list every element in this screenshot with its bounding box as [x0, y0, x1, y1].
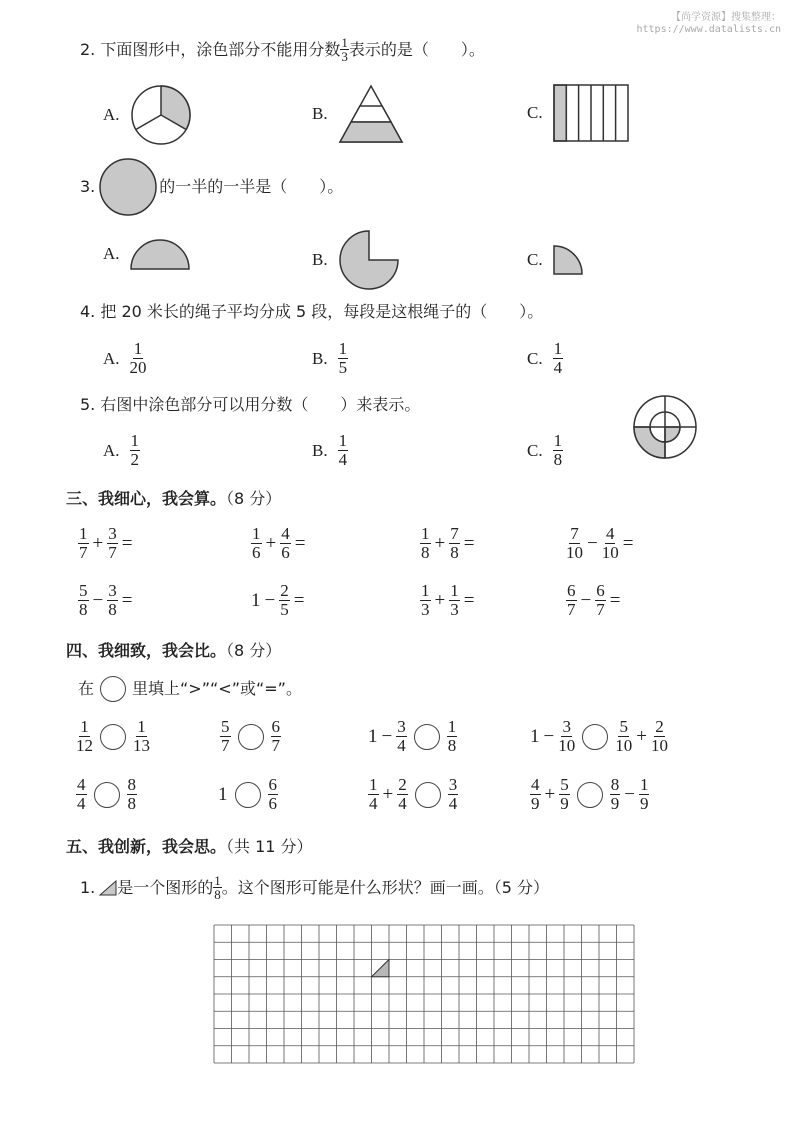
frac-den: 10 [650, 736, 668, 755]
sec5-q1-post: 。这个图形可能是什么形状？画一画。（5 分） [221, 877, 550, 897]
q3-number: 3. [80, 177, 96, 196]
section5-title: 五、我创新，我会思。 [66, 837, 227, 856]
frac-den: 8 [421, 543, 430, 562]
frac-den: 7 [79, 543, 88, 562]
frac-den: 4 [398, 794, 407, 813]
q5-option-a[interactable] [103, 432, 140, 469]
frac-den: 8 [108, 600, 117, 619]
frac-num: 1 [421, 581, 430, 600]
calc-item[interactable] [78, 582, 133, 619]
frac-num: 4 [77, 775, 86, 794]
fraction [449, 525, 460, 562]
compare-circle[interactable] [415, 782, 441, 808]
frac-den: 10 [601, 543, 619, 562]
fraction [78, 525, 89, 562]
fraction [280, 525, 291, 562]
q2-option-b-label: B. [312, 104, 328, 123]
frac-den: 8 [553, 450, 563, 469]
q3-option-c[interactable] [527, 245, 585, 275]
q2-frac-num: 1 [341, 35, 348, 50]
fraction [610, 776, 621, 813]
calc-item[interactable] [566, 525, 634, 562]
fraction [639, 776, 650, 813]
compare-item [530, 718, 668, 755]
fraction [78, 582, 89, 619]
frac-num: 7 [570, 524, 579, 543]
q2-option-a-label: A. [103, 105, 120, 124]
section4-score: （8 分） [226, 641, 282, 660]
fraction [107, 582, 118, 619]
fraction [602, 525, 619, 562]
whole-number: 1 [368, 725, 378, 747]
frac-den: 9 [610, 794, 620, 813]
frac-den: 5 [338, 358, 348, 377]
fraction [530, 776, 541, 813]
equals-sign: = [121, 532, 133, 554]
frac-den: 8 [79, 600, 88, 619]
calc-item[interactable] [420, 582, 475, 619]
compare-item [530, 776, 649, 813]
q3-text: 的一半的一半是（ ）。 [159, 177, 344, 196]
frac-num: 1 [80, 717, 89, 736]
frac-den: 7 [596, 600, 605, 619]
q5-option-b-fraction [338, 432, 349, 469]
fraction [447, 718, 458, 755]
frac-num: 3 [397, 717, 406, 736]
semicircle-figure [130, 238, 190, 270]
sec5-q1-mid: 是一个图形的 [117, 877, 214, 897]
q4-option-b-label: B. [312, 348, 328, 368]
operator: − [624, 783, 635, 805]
instruction-pre: 在 [78, 679, 95, 698]
fraction [566, 582, 577, 619]
section4-heading [66, 638, 281, 661]
compare-circle[interactable] [100, 724, 126, 750]
fraction [251, 525, 262, 562]
q4-option-a-fraction [130, 340, 147, 377]
section3-heading [66, 486, 281, 509]
q3-option-b-label: B. [312, 250, 328, 269]
q5-option-c-fraction [553, 432, 564, 469]
frac-num: 6 [567, 581, 576, 600]
frac-num: 1 [214, 873, 221, 888]
frac-den: 7 [271, 736, 280, 755]
frac-num: 1 [553, 431, 563, 450]
frac-den: 12 [76, 736, 93, 755]
operator: + [265, 532, 277, 554]
frac-num: 3 [448, 775, 458, 794]
fraction [420, 525, 431, 562]
operator: − [92, 589, 104, 611]
q5-option-a-fraction [130, 432, 141, 469]
fraction [107, 525, 118, 562]
frac-num: 1 [421, 524, 430, 543]
frac-den: 8 [127, 794, 136, 813]
frac-num: 6 [596, 581, 605, 600]
calc-item[interactable] [78, 525, 133, 562]
equals-sign: = [294, 532, 306, 554]
q5-option-b-label: B. [312, 440, 328, 460]
fraction [76, 776, 87, 813]
frac-den: 7 [567, 600, 576, 619]
sec5-q1-stem [80, 874, 549, 901]
watermark-line1: 【尚学资源】搜集整理： [671, 12, 781, 23]
fraction [397, 776, 408, 813]
frac-den: 4 [553, 358, 563, 377]
frac-den: 3 [450, 600, 459, 619]
small-triangle-icon [99, 880, 117, 896]
fraction [368, 776, 379, 813]
frac-num: 1 [130, 431, 140, 450]
frac-num: 2 [655, 717, 664, 736]
fraction [449, 582, 460, 619]
frac-num: 4 [281, 524, 290, 543]
fraction [268, 776, 279, 813]
operator: + [434, 532, 446, 554]
whole-number: 1 [530, 725, 540, 747]
q4-stem: 4. 把 20 米长的绳子平均分成 5 段，每段是这根绳子的（ ）。 [80, 302, 544, 321]
sec5-q1-fraction [213, 874, 222, 901]
calc-item[interactable] [420, 525, 475, 562]
fraction [615, 718, 632, 755]
fraction [559, 776, 570, 813]
fraction [396, 718, 407, 755]
q5-option-c-label: C. [527, 440, 543, 460]
q4-option-b[interactable] [312, 340, 348, 377]
operator: + [382, 783, 394, 805]
frac-den: 4 [77, 794, 86, 813]
frac-num: 8 [610, 775, 620, 794]
frac-num: 3 [108, 524, 117, 543]
frac-den: 20 [129, 358, 147, 377]
frac-num: 1 [338, 431, 348, 450]
frac-den: 8 [214, 887, 221, 902]
frac-num: 1 [447, 717, 457, 736]
section3-title: 三、我细心，我会算。 [66, 489, 227, 508]
frac-num: 4 [531, 775, 540, 794]
compare-item [218, 776, 278, 813]
frac-num: 5 [79, 581, 88, 600]
frac-num: 1 [639, 775, 649, 794]
watermark-line2: https://www.datalists.cn [636, 24, 781, 35]
circle-blank-icon [100, 676, 126, 702]
frac-den: 5 [280, 600, 289, 619]
frac-den: 8 [447, 736, 457, 755]
q3-option-a[interactable] [103, 238, 190, 270]
frac-den: 4 [397, 736, 406, 755]
frac-den: 8 [450, 543, 459, 562]
section5-heading [66, 834, 313, 857]
frac-num: 6 [271, 717, 280, 736]
operator: + [92, 532, 104, 554]
frac-num: 1 [369, 775, 378, 794]
equals-sign: = [463, 532, 475, 554]
frac-den: 4 [369, 794, 378, 813]
compare-item [76, 776, 137, 813]
calc-item[interactable] [566, 582, 621, 619]
fraction [651, 718, 668, 755]
compare-circle[interactable] [582, 724, 608, 750]
q5-option-b[interactable] [312, 432, 348, 469]
frac-den: 13 [133, 736, 150, 755]
operator: − [587, 532, 598, 554]
frac-num: 1 [79, 524, 88, 543]
frac-den: 3 [421, 600, 430, 619]
operator: + [544, 783, 556, 805]
q2-text-pre: 2. 下面图形中，涂色部分不能用分数 [80, 39, 341, 59]
q4-option-a[interactable] [103, 340, 147, 377]
q2-frac-den: 3 [341, 49, 348, 64]
compare-item [368, 776, 458, 813]
compare-circle[interactable] [238, 724, 264, 750]
frac-num: 2 [280, 581, 289, 600]
compare-circle[interactable] [94, 782, 120, 808]
drawing-grid[interactable] [213, 924, 635, 1064]
frac-den: 6 [252, 543, 261, 562]
frac-den: 2 [130, 450, 140, 469]
fraction [595, 582, 606, 619]
watermark [637, 12, 782, 36]
q3-option-b[interactable] [312, 229, 400, 291]
q4-option-a-label: A. [103, 348, 120, 368]
q2-option-b[interactable] [312, 84, 404, 144]
equals-sign: = [609, 589, 621, 611]
frac-den: 4 [338, 450, 348, 469]
frac-num: 1 [252, 524, 261, 543]
fraction [566, 525, 583, 562]
operator: − [264, 589, 276, 611]
whole-number: 1 [251, 589, 261, 611]
section3-score: （8 分） [226, 489, 282, 508]
compare-item [368, 718, 457, 755]
frac-den: 6 [268, 794, 277, 813]
frac-num: 1 [137, 717, 146, 736]
q5-option-a-label: A. [103, 440, 120, 460]
q5-stem: 5. 右图中涂色部分可以用分数（ ）来表示。 [80, 395, 421, 414]
q2-fraction [340, 36, 349, 63]
q3-option-c-label: C. [527, 250, 543, 269]
q4-option-c-fraction [553, 340, 564, 377]
quarter-circle-figure [553, 245, 585, 275]
operator: − [381, 725, 393, 747]
frac-den: 6 [281, 543, 290, 562]
frac-num: 5 [221, 717, 230, 736]
frac-den: 9 [531, 794, 540, 813]
q4-option-c-label: C. [527, 348, 543, 368]
compare-item [220, 718, 281, 755]
q3-stem [80, 158, 343, 216]
fraction [420, 582, 431, 619]
q4-option-b-fraction [338, 340, 349, 377]
calc-item[interactable] [251, 582, 305, 619]
frac-den: 7 [108, 543, 117, 562]
equals-sign: = [463, 589, 475, 611]
frac-num: 2 [398, 775, 407, 794]
operator: − [580, 589, 592, 611]
compare-circle[interactable] [414, 724, 440, 750]
frac-num: 1 [450, 581, 459, 600]
frac-num: 1 [338, 339, 348, 358]
equals-sign: = [622, 532, 634, 554]
frac-den: 9 [639, 794, 649, 813]
q3-option-a-label: A. [103, 244, 120, 263]
fraction [76, 718, 93, 755]
fraction [133, 718, 150, 755]
frac-num: 3 [562, 717, 571, 736]
q2-option-a[interactable] [103, 84, 192, 146]
grid-triangle [372, 960, 390, 977]
triangle-layers-figure [338, 84, 404, 144]
q2-stem [80, 36, 485, 63]
frac-num: 4 [605, 524, 615, 543]
calc-item[interactable] [251, 525, 306, 562]
frac-den: 4 [448, 794, 458, 813]
whole-number: 1 [218, 783, 228, 805]
section4-instruction [78, 676, 302, 702]
frac-num: 6 [268, 775, 277, 794]
compare-item [76, 718, 150, 755]
frac-num: 1 [133, 339, 143, 358]
q2-option-c[interactable] [527, 84, 629, 142]
operator: + [636, 725, 647, 747]
fraction [448, 776, 459, 813]
three-quarter-circle-figure [338, 229, 400, 291]
equals-sign: = [293, 589, 305, 611]
q5-option-c[interactable] [527, 432, 563, 469]
sec5-q1-number: 1. [80, 877, 96, 897]
circle-thirds-figure [130, 84, 192, 146]
frac-den: 10 [615, 736, 633, 755]
operator: + [434, 589, 446, 611]
frac-den: 9 [560, 794, 569, 813]
fraction [558, 718, 575, 755]
instruction-post: 里填上“>”“<”或“=”。 [132, 679, 302, 698]
frac-num: 3 [108, 581, 117, 600]
fraction [271, 718, 282, 755]
frac-num: 7 [450, 524, 459, 543]
frac-num: 5 [619, 717, 628, 736]
frac-num: 1 [553, 339, 563, 358]
fraction [127, 776, 138, 813]
frac-den: 10 [566, 543, 583, 562]
section4-title: 四、我细致，我会比。 [66, 641, 227, 660]
frac-num: 8 [127, 775, 136, 794]
q2-option-c-label: C. [527, 103, 543, 122]
frac-den: 7 [221, 736, 230, 755]
frac-num: 5 [560, 775, 569, 794]
fraction [220, 718, 231, 755]
compare-circle[interactable] [577, 782, 603, 808]
q2-text-post: 表示的是（ ）。 [348, 39, 485, 59]
full-circle-figure [99, 158, 157, 216]
rectangle-strips-figure [553, 84, 629, 142]
section5-score: （共 11 分） [226, 837, 313, 856]
operator: − [543, 725, 555, 747]
equals-sign: = [121, 589, 133, 611]
q4-option-c[interactable] [527, 340, 563, 377]
target-circle-figure [633, 395, 697, 459]
fraction [279, 582, 290, 619]
frac-den: 10 [558, 736, 576, 755]
compare-circle[interactable] [235, 782, 261, 808]
